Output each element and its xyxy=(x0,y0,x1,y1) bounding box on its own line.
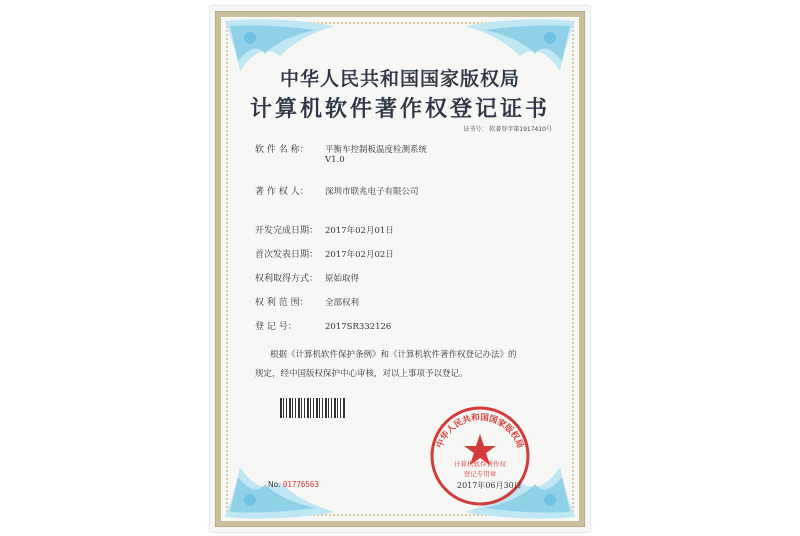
statement-line-2: 规定，经中国版权保护中心审核，对以上事项予以登记。 xyxy=(255,369,468,379)
serial-label: No. xyxy=(268,480,281,489)
statement-line-1: 根据《计算机软件保护条例》和《计算机软件著作权登记办法》的 xyxy=(270,350,517,360)
official-seal xyxy=(428,404,532,508)
owner-row xyxy=(255,184,419,197)
reg-no-value: 2017SR332126 xyxy=(325,322,392,332)
issue-date: 2017年06月30日 xyxy=(457,481,522,490)
serial-number xyxy=(268,480,319,489)
scope-label: 权 利 范 围： xyxy=(255,298,309,308)
software-version: V1.0 xyxy=(325,155,345,165)
reg-no-row xyxy=(255,319,391,332)
registration-statement xyxy=(255,346,555,384)
reg-no-label: 登 记 号： xyxy=(255,322,297,332)
dev-completion-value: 2017年02月01日 xyxy=(325,226,394,236)
first-publish-value: 2017年02月02日 xyxy=(325,250,394,260)
scope-value: 全部权利 xyxy=(325,298,360,308)
acquisition-label: 权利取得方式： xyxy=(255,274,319,284)
dev-completion-label: 开发完成日期： xyxy=(255,226,319,236)
first-publish-row xyxy=(255,247,394,260)
certificate-number xyxy=(463,124,552,133)
owner-value: 深圳市联兆电子有限公司 xyxy=(325,187,419,197)
seal-line-2: 登记专用章 xyxy=(463,470,497,478)
barcode xyxy=(280,398,346,418)
scope-row xyxy=(255,295,359,308)
seal-ring-text: 中华人民共和国国家版权局 xyxy=(435,412,525,450)
seal-center-text xyxy=(428,459,532,479)
issuer-title: 中华人民共和国国家版权局 xyxy=(279,68,520,90)
software-name-label: 软 件 名 称： xyxy=(255,145,309,155)
owner-label: 著 作 权 人： xyxy=(255,187,309,197)
first-publish-label: 首次发表日期： xyxy=(255,250,319,260)
software-name-row xyxy=(255,142,427,155)
software-name-value: 平衡车控制板温度检测系统 xyxy=(325,145,428,155)
certificate-number-label: 证书号： xyxy=(463,126,488,133)
certificate xyxy=(210,6,590,532)
certificate-number-value: 软著登字第1917410号 xyxy=(489,126,552,133)
serial-value: 01776563 xyxy=(282,480,319,489)
acquisition-row xyxy=(255,271,359,284)
certificate-title: 计算机软件著作权登记证书 xyxy=(249,96,550,122)
acquisition-value: 原始取得 xyxy=(325,274,360,284)
seal-line-1: 计算机软件著作权 xyxy=(454,460,506,468)
dev-completion-row xyxy=(255,223,394,236)
